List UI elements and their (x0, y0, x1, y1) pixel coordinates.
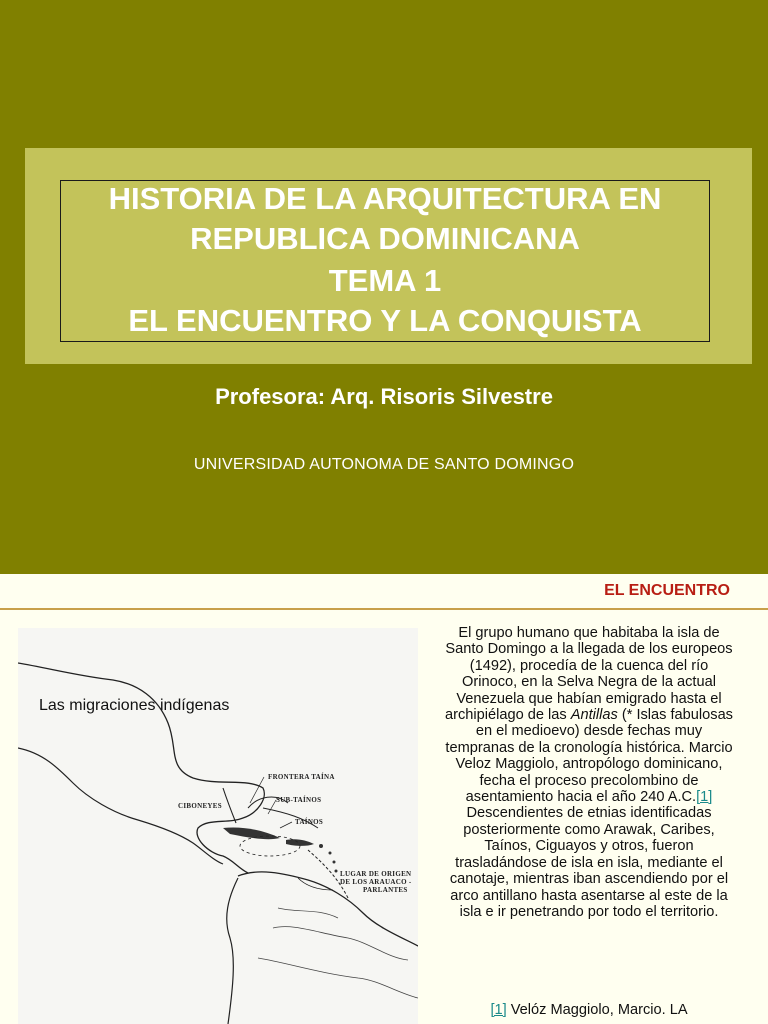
university-name: UNIVERSIDAD AUTONOMA DE SANTO DOMINGO (193, 456, 575, 473)
map-label-frontera: FRONTERA TAÍNA (268, 773, 335, 781)
heading-divider (0, 608, 768, 610)
title-line-2: REPUBLICA DOMINICANA (190, 221, 580, 256)
map-label-ciboneyes: CIBONEYES (178, 802, 222, 810)
title-line-1: HISTORIA DE LA ARQUITECTURA EN (108, 181, 662, 216)
section-heading: EL ENCUENTRO (604, 582, 730, 599)
footnote-text: Velóz Maggiolo, Marcio. LA (506, 1002, 688, 1018)
map-drawing (18, 628, 418, 1024)
body-text-part-2: (* Islas fabulosas en el medioevo) desde fechas muy tempranas de la cronología histórica. Marcio Veloz Maggiolo, antropólogo dominicano, fecha el proceso precolombino de asentamiento hacia el año 240 A.C. (445, 707, 733, 806)
body-text-part-1: El grupo humano que habitaba la isla de Santo Domingo a la llegada de los europeos (1492), procedía de la cuenca del río Orinoco, en la Selva Negra de la actual Venezuela que habían emigrado hasta el archipiélago de las (445, 625, 733, 724)
body-text-part-3: Descendientes de etnias identificadas posteriormente como Arawak, Caribes, Taínos, Ciguayos y otros, fueron trasladándose de isla en isla, mediante el canotaje, mientras iban ascendiendo por el arco antillano hasta asentarse al este de la isla e ir penetrando por todo el territorio. (449, 805, 729, 920)
footnote (445, 1002, 733, 1018)
map-label-origen-1: LUGAR DE ORIGEN (340, 870, 412, 878)
map-label-tainos: TAÍNOS (295, 818, 324, 826)
encuentro-slide (0, 574, 768, 1024)
body-paragraph (445, 625, 733, 920)
professor-name: Profesora: Arq. Risoris Silvestre (215, 384, 553, 409)
map-label-subtainos: SUB-TAÍNOS (276, 796, 322, 804)
map-label-origen-2: DE LOS ARAUACO - (340, 878, 412, 886)
antillas-term: Antillas (570, 707, 618, 724)
title-line-4: EL ENCUENTRO Y LA CONQUISTA (128, 303, 642, 338)
title-line-3: TEMA 1 (328, 263, 442, 298)
footnote-backlink[interactable]: [1] (490, 1002, 507, 1018)
map-label-origen-3: PARLANTES (363, 886, 408, 894)
footnote-ref-link[interactable]: [1] (696, 789, 713, 806)
migration-map (18, 628, 418, 1024)
map-caption: Las migraciones indígenas (39, 697, 230, 714)
